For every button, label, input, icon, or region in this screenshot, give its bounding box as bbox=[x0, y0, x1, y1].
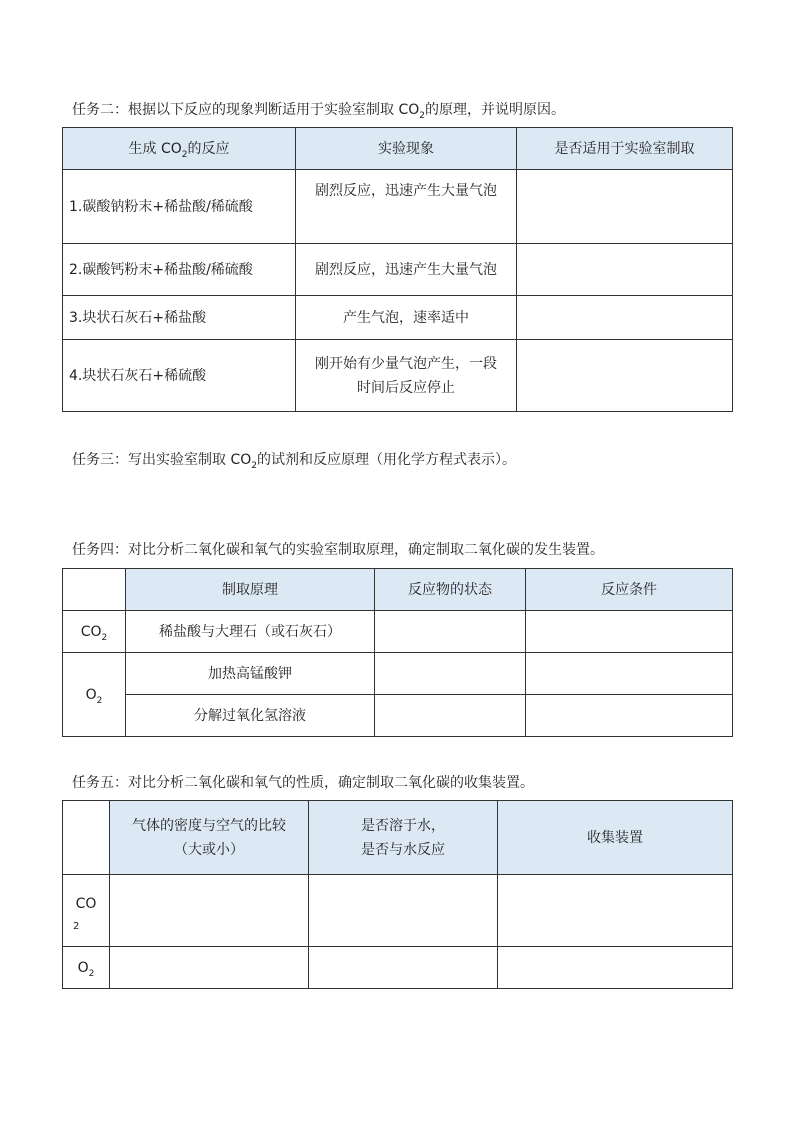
header-line: 是否溶于水， bbox=[361, 817, 445, 834]
table-row bbox=[63, 875, 733, 947]
answer-cell[interactable] bbox=[498, 947, 733, 989]
table-row bbox=[63, 653, 733, 695]
task3-instruction bbox=[72, 450, 516, 470]
answer-cell[interactable] bbox=[110, 947, 309, 989]
phenomenon-cell bbox=[296, 340, 517, 412]
subscript: 2 bbox=[251, 460, 257, 471]
gas-text: CO bbox=[80, 623, 102, 640]
gas-text: O bbox=[77, 959, 89, 976]
table-row bbox=[63, 340, 733, 412]
subscript: 2 bbox=[88, 968, 95, 979]
subscript: 2 bbox=[181, 149, 188, 160]
reaction-cell: 4.块状石灰石+稀硫酸 bbox=[63, 340, 296, 412]
header-collect: 收集装置 bbox=[498, 801, 733, 875]
answer-cell[interactable] bbox=[526, 653, 733, 695]
task3-instruction-text: 任务三：写出实验室制取 CO bbox=[72, 452, 252, 468]
header-phenomenon: 实验现象 bbox=[296, 128, 517, 170]
table-row bbox=[63, 695, 733, 737]
answer-cell[interactable] bbox=[517, 340, 733, 412]
phenomenon-line: 刚开始有少量气泡产生，一段 bbox=[315, 355, 497, 372]
reaction-cell: 1.碳酸钠粉末+稀盐酸/稀硫酸 bbox=[63, 170, 296, 244]
header-text: 的反应 bbox=[187, 140, 230, 157]
table-header-row bbox=[63, 801, 733, 875]
task2-instruction-text: 任务二：根据以下反应的现象判断适用于实验室制取 CO bbox=[72, 102, 420, 118]
task5-table bbox=[62, 800, 733, 989]
principle-cell: 稀盐酸与大理石（或石灰石） bbox=[126, 611, 375, 653]
table-row bbox=[63, 170, 733, 244]
table-header-row bbox=[63, 569, 733, 611]
phenomenon-line: 时间后反应停止 bbox=[357, 379, 455, 396]
task2-instruction bbox=[72, 100, 565, 120]
table-row bbox=[63, 611, 733, 653]
header-line: 气体的密度与空气的比较 bbox=[132, 817, 286, 834]
table-row bbox=[63, 947, 733, 989]
gas-text: O bbox=[85, 686, 97, 703]
answer-cell[interactable] bbox=[375, 611, 526, 653]
answer-cell[interactable] bbox=[526, 611, 733, 653]
subscript: 2 bbox=[96, 695, 103, 706]
answer-cell[interactable] bbox=[110, 875, 309, 947]
answer-cell[interactable] bbox=[526, 695, 733, 737]
task3-instruction-text-end: 的试剂和反应原理（用化学方程式表示）。 bbox=[256, 452, 516, 468]
phenomenon-cell: 剧烈反应，迅速产生大量气泡 bbox=[296, 170, 517, 244]
table-header-row bbox=[63, 128, 733, 170]
task4-instruction: 任务四：对比分析二氧化碳和氧气的实验室制取原理，确定制取二氧化碳的发生装置。 bbox=[72, 542, 604, 558]
gas-label-co2 bbox=[63, 611, 126, 653]
answer-cell[interactable] bbox=[498, 875, 733, 947]
header-line: 是否与水反应 bbox=[361, 841, 445, 858]
phenomenon-cell: 产生气泡，速率适中 bbox=[296, 296, 517, 340]
subscript: 2 bbox=[101, 632, 108, 643]
answer-cell[interactable] bbox=[375, 653, 526, 695]
header-principle: 制取原理 bbox=[126, 569, 375, 611]
header-suitable: 是否适用于实验室制取 bbox=[517, 128, 733, 170]
header-condition: 反应条件 bbox=[526, 569, 733, 611]
header-text: 生成 CO bbox=[128, 140, 182, 157]
task5-instruction: 任务五：对比分析二氧化碳和氧气的性质，确定制取二氧化碳的收集装置。 bbox=[72, 775, 534, 791]
header-blank bbox=[63, 569, 126, 611]
table-row bbox=[63, 296, 733, 340]
gas-label-co2 bbox=[63, 875, 110, 947]
gas-label-o2 bbox=[63, 653, 126, 737]
answer-cell[interactable] bbox=[517, 170, 733, 244]
reaction-cell: 2.碳酸钙粉末+稀盐酸/稀硫酸 bbox=[63, 244, 296, 296]
task2-instruction-text-end: 的原理，并说明原因。 bbox=[424, 102, 565, 118]
table-row bbox=[63, 244, 733, 296]
header-blank bbox=[63, 801, 110, 875]
header-water bbox=[309, 801, 498, 875]
header-line: （大或小） bbox=[174, 841, 244, 858]
gas-text: CO bbox=[75, 895, 97, 912]
answer-cell[interactable] bbox=[517, 244, 733, 296]
principle-cell: 加热高锰酸钾 bbox=[126, 653, 375, 695]
task4-table bbox=[62, 568, 733, 737]
principle-cell: 分解过氧化氢溶液 bbox=[126, 695, 375, 737]
header-density bbox=[110, 801, 309, 875]
subscript: 2 bbox=[419, 110, 425, 121]
gas-label-o2 bbox=[63, 947, 110, 989]
task2-table bbox=[62, 127, 733, 412]
gas-text-wrapped: 2 bbox=[73, 920, 80, 932]
header-state: 反应物的状态 bbox=[375, 569, 526, 611]
answer-cell[interactable] bbox=[309, 947, 498, 989]
phenomenon-cell: 剧烈反应，迅速产生大量气泡 bbox=[296, 244, 517, 296]
answer-cell[interactable] bbox=[375, 695, 526, 737]
answer-cell[interactable] bbox=[309, 875, 498, 947]
answer-cell[interactable] bbox=[517, 296, 733, 340]
reaction-cell: 3.块状石灰石+稀盐酸 bbox=[63, 296, 296, 340]
header-reaction bbox=[63, 128, 296, 170]
